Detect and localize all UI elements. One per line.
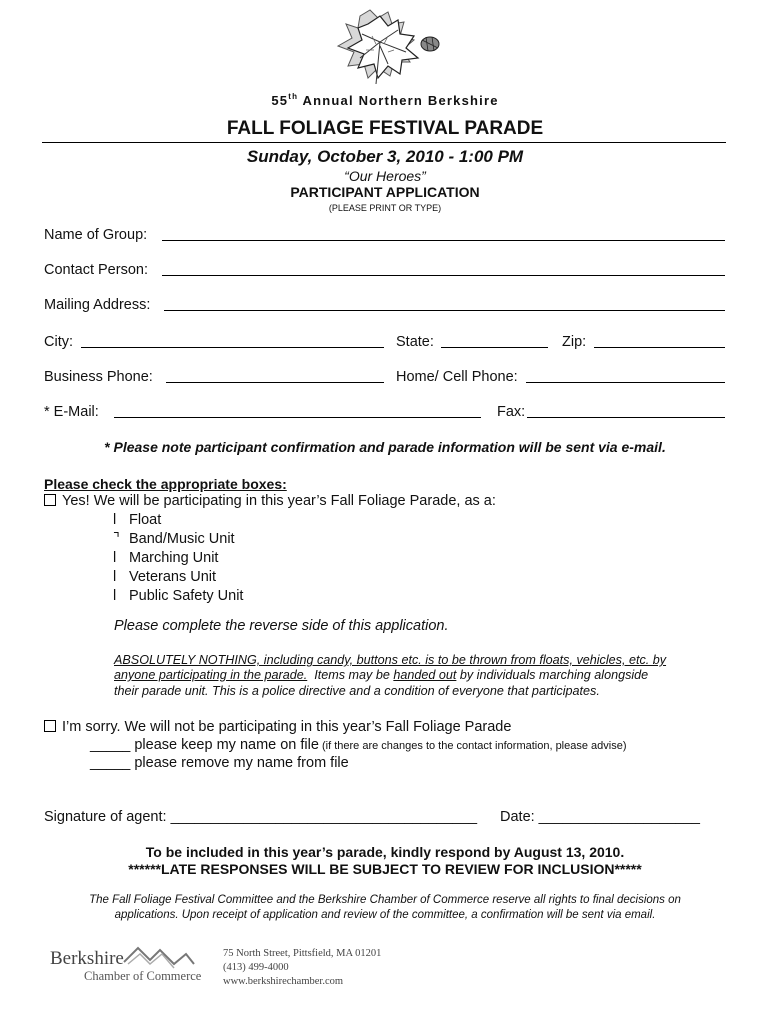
unit-option-band-music[interactable] xyxy=(113,531,235,547)
deadline-line-1: To be included in this year’s parade, kindly respond by August 13, 2010. xyxy=(145,844,625,860)
unit-mark[interactable]: l xyxy=(113,569,117,585)
yes-checkbox[interactable] xyxy=(44,494,56,506)
keep-blank[interactable]: _____ xyxy=(90,737,131,753)
disclaimer-line-2: applications. Upon receipt of application and review of the committee, a confirmation will be sent via email. xyxy=(114,909,656,921)
sorry-checkbox[interactable] xyxy=(44,720,56,732)
group-name-field[interactable] xyxy=(162,240,725,241)
date-field[interactable]: Date: ____________________ xyxy=(500,809,700,825)
mailing-address-field[interactable] xyxy=(164,310,725,311)
fax-field[interactable] xyxy=(527,417,725,418)
yes-option-label: Yes! We will be participating in this year’s Fall Foliage Parade, as a: xyxy=(62,493,496,509)
mailing-address-label: Mailing Address: xyxy=(44,297,151,313)
state-field[interactable] xyxy=(441,347,548,348)
unit-label: Band/Music Unit xyxy=(129,531,235,547)
unit-option-public-safety[interactable] xyxy=(113,588,243,604)
fax-label: Fax: xyxy=(497,404,526,420)
group-name-label: Name of Group: xyxy=(44,227,148,243)
sorry-option[interactable] xyxy=(44,719,511,735)
zip-label: Zip: xyxy=(562,334,587,350)
unit-mark[interactable]: l xyxy=(113,588,117,604)
title-rule xyxy=(42,142,726,143)
disclaimer-line-1: The Fall Foliage Festival Committee and the Berkshire Chamber of Commerce reserve all rights to final decisions on xyxy=(89,894,681,906)
footer-address: 75 North Street, Pittsfield, MA 01201 xyxy=(223,948,382,959)
keep-on-file-option[interactable] xyxy=(90,737,627,753)
unit-label: Public Safety Unit xyxy=(129,588,244,604)
zip-field[interactable] xyxy=(594,347,725,348)
sorry-option-label: I’m sorry. We will not be participating in this year’s Fall Foliage Parade xyxy=(62,719,512,735)
deadline-line-2: ******LATE RESPONSES WILL BE SUBJECT TO REVIEW FOR INCLUSION***** xyxy=(128,861,642,877)
remove-blank[interactable]: _____ xyxy=(90,755,131,771)
unit-mark[interactable]: ⌝ xyxy=(113,531,120,547)
contact-person-label: Contact Person: xyxy=(44,262,148,278)
unit-option-float[interactable] xyxy=(113,512,161,528)
unit-mark[interactable]: l xyxy=(113,550,117,566)
rule-line-1 xyxy=(114,653,666,667)
logo-top-text: Berkshire xyxy=(50,948,124,969)
rule-underlined-1: ABSOLUTELY NOTHING, including candy, buttons etc. is to be thrown from floats, vehicles, etc. by xyxy=(114,653,667,667)
form-title: PARTICIPANT APPLICATION xyxy=(290,184,480,200)
contact-person-field[interactable] xyxy=(162,275,725,276)
reverse-side-note: Please complete the reverse side of this application. xyxy=(114,618,449,634)
home-cell-phone-field[interactable] xyxy=(526,382,725,383)
chamber-logo xyxy=(46,942,206,992)
logo-bottom-text: Chamber of Commerce xyxy=(84,969,202,983)
checkbox-heading: Please check the appropriate boxes: xyxy=(44,476,287,492)
rule-mid: Items may be xyxy=(307,668,394,682)
email-note: * Please note participant confirmation and parade information will be sent via e-mail. xyxy=(104,439,666,455)
event-date: Sunday, October 3, 2010 - 1:00 PM xyxy=(246,147,524,166)
rule-line-2 xyxy=(114,668,648,682)
business-phone-field[interactable] xyxy=(166,382,384,383)
unit-mark[interactable]: l xyxy=(113,512,117,528)
edition-line xyxy=(0,92,770,108)
footer-website[interactable]: www.berkshirechamber.com xyxy=(223,976,344,987)
email-label: * E-Mail: xyxy=(44,404,99,420)
remove-label: please remove my name from file xyxy=(130,755,349,771)
business-phone-label: Business Phone: xyxy=(44,369,153,385)
city-field[interactable] xyxy=(81,347,384,348)
remove-from-file-option[interactable] xyxy=(90,755,349,771)
signature-field[interactable]: Signature of agent: ______________________________________ xyxy=(44,809,478,825)
yes-option[interactable] xyxy=(44,493,496,509)
footer-phone: (413) 499-4000 xyxy=(223,962,289,973)
unit-option-marching[interactable] xyxy=(113,550,218,566)
unit-label: Float xyxy=(129,512,162,528)
event-theme: “Our Heroes” xyxy=(344,168,426,184)
home-cell-phone-label: Home/ Cell Phone: xyxy=(396,369,518,385)
rule-end: by individuals marching alongside xyxy=(456,668,649,682)
state-label: State: xyxy=(396,334,434,350)
unit-option-veterans[interactable] xyxy=(113,569,216,585)
edition-suffix: th xyxy=(288,92,299,101)
unit-label: Marching Unit xyxy=(129,550,219,566)
edition-rest: Annual Northern Berkshire xyxy=(302,93,499,108)
rule-underlined-2: anyone participating in the parade. xyxy=(114,668,308,682)
city-label: City: xyxy=(44,334,73,350)
page-title: FALL FOLIAGE FESTIVAL PARADE xyxy=(226,118,544,139)
unit-label: Veterans Unit xyxy=(129,569,217,585)
maple-leaf-illustration xyxy=(318,6,446,90)
form-note: (PLEASE PRINT OR TYPE) xyxy=(328,203,442,213)
rule-handed-out: handed out xyxy=(393,668,457,682)
edition-number: 55 xyxy=(271,93,289,108)
email-field[interactable] xyxy=(114,417,481,418)
rule-line-3: their parade unit. This is a police directive and a condition of everyone that participates. xyxy=(114,684,600,698)
keep-note: (if there are changes to the contact information, please advise) xyxy=(318,740,627,752)
keep-label: please keep my name on file xyxy=(130,737,319,753)
